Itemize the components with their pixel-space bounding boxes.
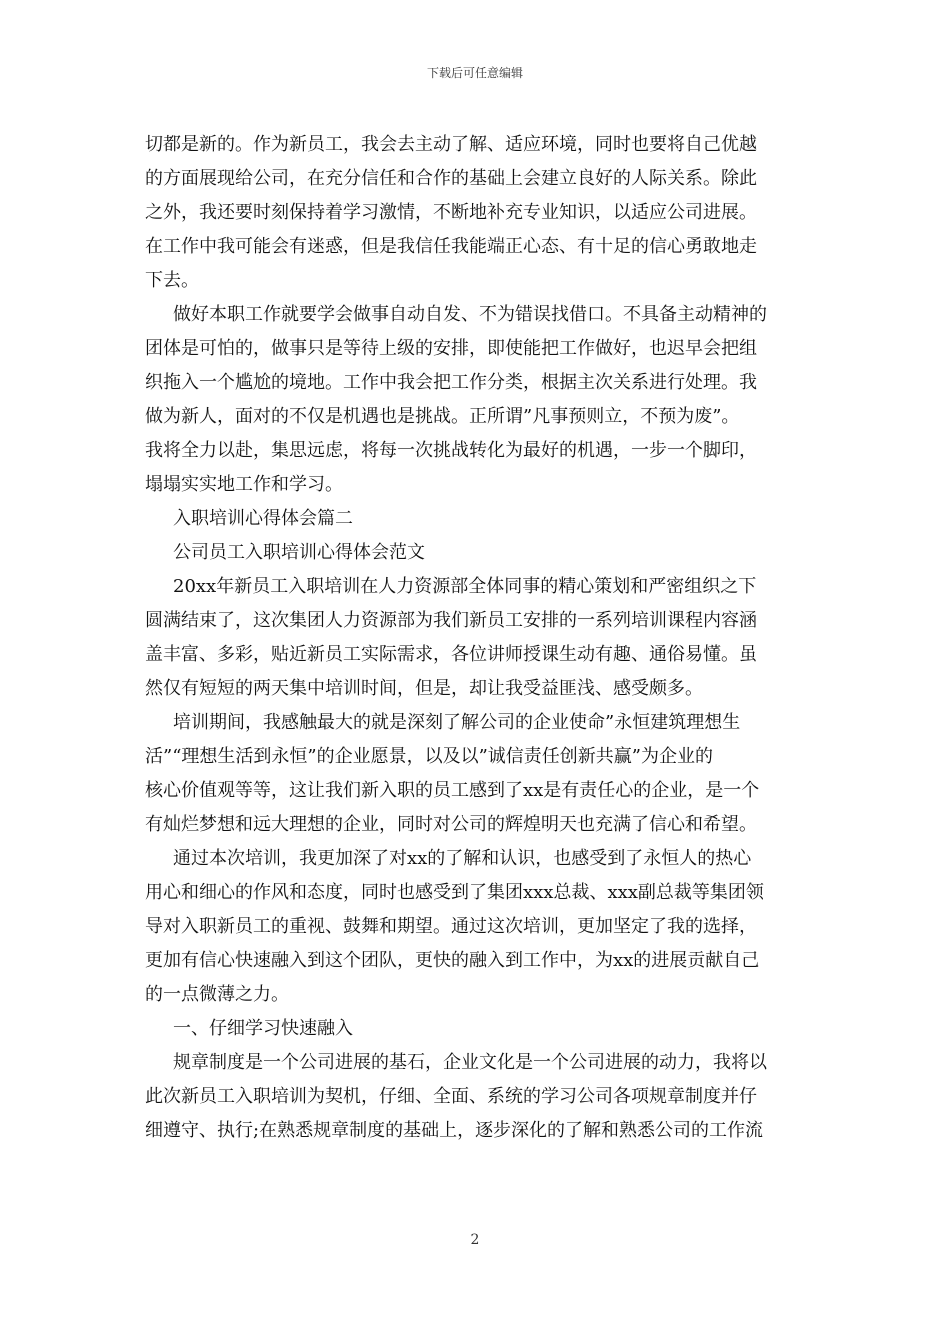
- text-line: 有灿烂梦想和远大理想的企业，同时对公司的辉煌明天也充满了信心和希望。: [145, 814, 757, 835]
- text-line: 通过本次培训，我更加深了对xx的了解和认识，也感受到了永恒人的热心: [173, 848, 752, 869]
- text-line: 之外，我还要时刻保持着学习激情，不断地补充专业知识，以适应公司进展。: [145, 202, 757, 223]
- document-body: [145, 128, 810, 1148]
- text-line: 此次新员工入职培训为契机，仔细、全面、系统的学习公司各项规章制度并仔: [145, 1086, 757, 1107]
- text-line: 规章制度是一个公司进展的基石，企业文化是一个公司进展的动力，我将以: [173, 1052, 767, 1073]
- text-line: 团体是可怕的，做事只是等待上级的安排，即使能把工作做好，也迟早会把组: [145, 338, 757, 359]
- text-line: 圆满结束了，这次集团人力资源部为我们新员工安排的一系列培训课程内容涵: [145, 610, 757, 631]
- text-line: 在工作中我可能会有迷惑，但是我信任我能端正心态、有十足的信心勇敢地走: [145, 236, 757, 257]
- text-line: 塌塌实实地工作和学习。: [145, 474, 343, 495]
- text-line: 的一点微薄之力。: [145, 984, 289, 1005]
- text-line: 下去。: [145, 270, 199, 291]
- text-line: 我将全力以赴，集思远虑，将每一次挑战转化为最好的机遇，一步一个脚印，: [145, 440, 757, 461]
- text-line: 培训期间，我感触最大的就是深刻了解公司的企业使命”永恒建筑理想生: [173, 712, 741, 733]
- page-number: 2: [470, 1232, 480, 1248]
- text-line: 做为新人，面对的不仅是机遇也是挑战。正所谓”凡事预则立，不预为废”。: [145, 406, 740, 427]
- text-line: 20xx年新员工入职培训在人力资源部全体同事的精心策划和严密组织之下: [173, 576, 757, 597]
- page-header: 下载后可任意编辑: [426, 66, 523, 80]
- text-line: 公司员工入职培训心得体会范文: [173, 542, 425, 563]
- text-line: 做好本职工作就要学会做事自动自发、不为错误找借口。不具备主动精神的: [173, 304, 767, 325]
- text-line: 入职培训心得体会篇二: [173, 508, 353, 529]
- text-line: 的方面展现给公司，在充分信任和合作的基础上会建立良好的人际关系。除此: [145, 168, 757, 189]
- text-line: 一、仔细学习快速融入: [173, 1018, 353, 1039]
- text-line: 细遵守、执行;在熟悉规章制度的基础上，逐步深化的了解和熟悉公司的工作流: [145, 1120, 764, 1141]
- text-line: 导对入职新员工的重视、鼓舞和期望。通过这次培训，更加坚定了我的选择，: [145, 916, 757, 937]
- text-line: 核心价值观等等，这让我们新入职的员工感到了xx是有责任心的企业，是一个: [145, 780, 760, 801]
- text-line: 然仅有短短的两天集中培训时间，但是，却让我受益匪浅、感受颇多。: [145, 678, 703, 699]
- text-line: 盖丰富、多彩，贴近新员工实际需求，各位讲师授课生动有趣、通俗易懂。虽: [145, 644, 757, 665]
- text-line: 切都是新的。作为新员工，我会去主动了解、适应环境，同时也要将自己优越: [145, 134, 757, 155]
- text-line: 织拖入一个尴尬的境地。工作中我会把工作分类，根据主次关系进行处理。我: [145, 372, 757, 393]
- text-line: 更加有信心快速融入到这个团队，更快的融入到工作中，为xx的进展贡献自己: [145, 950, 760, 971]
- text-line: 用心和细心的作风和态度，同时也感受到了集团xxx总裁、xxx副总裁等集团领: [145, 882, 764, 903]
- text-line: 活”“理想生活到永恒”的企业愿景，以及以”诚信责任创新共赢”为企业的: [145, 746, 714, 767]
